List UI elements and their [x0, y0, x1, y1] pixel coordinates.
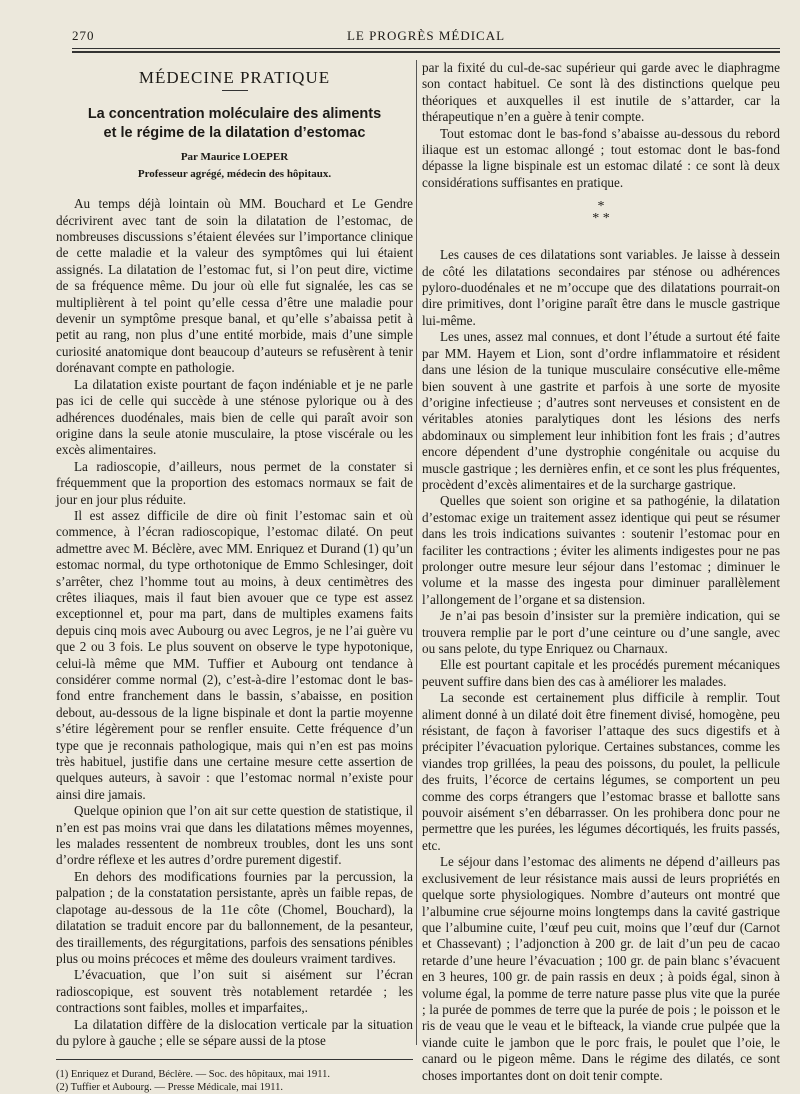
column-divider: [416, 60, 417, 1045]
section-heading: MÉDECINE PRATIQUE: [138, 68, 331, 87]
paragraph: Il est assez difficile de dire où finit l’estomac sain et où commence, à l’écran radioscopique, l’estomac dilaté. On peut admettre avec M. Béclère, avec MM. Enriquez et Durand (1) qu’un estomac normal, du type orthotonique de Emmo Schlesinger, doit s’arrêter, chez l’homme tout au moins, à deux centimètres des crêtes iliaques, mais il faut bien avouer que ce type est assez exceptionnel et, pour ma part, dans de multiples examens faits depuis cinq mois avec Aubourg ou avec Legros, je ne l’ai guère vu que 2 ou 3 fois. Le plus souvent on observe le type hypotonique, celui-là même que MM. Tuffier et Aubourg ont tendance à considérer comme normal (2), c’est-à-dire l’estomac dont le bas-fond entre franchement dans le bassin, s’abaisse, en position debout, au-dessous de la ligne bispinale et dont la partie moyenne s’étire légèrement pour se renfler ensuite. Cette fréquence d’un type que je reconnais pathologique, mais qui n’en est pas moins très habituel, justifie dans une certaine mesure cette assertion de quelques auteurs, à savoir : que l’estomac normal n’existe pour ainsi dire jamais.: [56, 507, 413, 802]
journal-title: LE PROGRÈS MÉDICAL: [346, 28, 506, 43]
article-title-line-1: La concentration moléculaire des aliments: [87, 106, 382, 123]
section-rule: [222, 90, 248, 91]
paragraph: Le séjour dans l’estomac des aliments ne dépend d’ailleurs pas exclusivement de leur résistance mais aussi de leurs propriétés en quelque sorte physiologiques. Nombre d’auteurs ont montré que l’albumine crue séjourne moins longtemps dans la cavité gastrique que l’albumine cuite, l’œuf peu cuit, moins que l’œuf dur (Carnot et Chassevant) ; l’adjonction à 200 gr. de lait d’un peu de cacao retarde d’une heure l’évacuation ; 100 gr. de pain blanc s’évacuent en 3 heures, 100 gr. de pain rassis en deux ; à poids égal, sinon à volume égal, la pomme de terre nature passe plus vite que la purée ; la purée de pommes de terre que la purée de pois ; le poisson et le ris de veau que le veau et le bifteack, la viande crue pulpée que la viande cuite le jambon que le porc frais, le poulet que l’oie, le canard ou le pigeon même. Dans le régime des dilatés, ce sont choses importantes dont on doit tenir compte.: [422, 854, 780, 1083]
paragraph: L’évacuation, que l’on suit si aisément sur l’écran radioscopique, est souvent très notablement retardée ; les contractions sont faibles, molles et imparfaites,.: [56, 967, 413, 1016]
right-column: [422, 60, 780, 1084]
paragraph: Les causes de ces dilatations sont variables. Je laisse à dessein de côté les dilatations secondaires par sténose ou adhérences pyloro-duodénales et ne m’occupe que des dilatations pourrait-on dire primitives, dont l’origine paraît être dans le muscle gastrique lui-même.: [422, 247, 780, 328]
header-rule: [72, 48, 780, 49]
footnote: (1) Enriquez et Durand, Béclère. — Soc. des hôpitaux, mai 1911.: [56, 1069, 330, 1081]
paragraph: Tout estomac dont le bas-fond s’abaisse au-dessous du rebord iliaque est un estomac allongé ; tout estomac dont le bas-fond dépasse la ligne bispinale est un estomac dilaté : ce sont là deux considérations suffisantes en pratique.: [422, 125, 780, 190]
paragraph: Au temps déjà lointain où MM. Bouchard et Le Gendre décrivirent avec tant de soin la dilatation de l’estomac, de nombreuses discussions s’étaient élevées sur l’importance clinique de cette maladie et la valeur des symptômes qui lui étaient assignés. La dilatation de l’estomac fut, si l’on peut dire, victime de sa fréquence même. Du jour où elle fut signalée, les cas se multiplièrent à tel point qu’elle cessa d’être une maladie pour devenir un symptôme presque banal, et qu’elle s’abaissa petit à petit au rang, non plus d’une entité morbide, mais d’une simple curiosité anatomique dont beaucoup d’auteurs se refusèrent à tenir dorénavant compte en pathologie.: [56, 196, 413, 376]
paragraph: par la fixité du cul-de-sac supérieur qui garde avec le diaphragme son contact habituel. Ce sont là des distinctions quelque peu théoriques et auxquelles il est inutile de s’attarder, car la thérapeutique n’en a guère à tenir compte.: [422, 60, 780, 125]
left-column: [56, 60, 413, 1094]
article-title: [56, 105, 413, 143]
author-affiliation: Professeur agrégé, médecin des hôpitaux.: [137, 167, 332, 180]
article-title-line-2: et le régime de la dilatation d’estomac: [103, 125, 366, 142]
paragraph: Les unes, assez mal connues, et dont l’étude a surtout été faite par MM. Hayem et Lion, sont d’ordre inflammatoire et résident dans une lésion de la tunique musculaire consécutive elle-même bien souvent à une gastrite et parfois à une sorte de myosite d’origine infectieuse ; d’autres sont nerveuses et consistent en de véritables atonies paralytiques dont les lésions des nerfs abdominaux ou simplement leur inhibition font les frais ; d’autres encore dépendent d’une dystrophie congénitale ou acquise du muscle gastrique ; les dernières enfin, et ce sont les plus fréquentes, procèdent d’excès alimentaires et de la surcharge gastrique.: [422, 329, 780, 492]
paragraph: La dilatation existe pourtant de façon indéniable et je ne parle pas ici de celle qui succède à une sténose pylorique ou à des adhérences duodénales, mais bien de celle qui paraît avoir son origine dans la seule atonie musculaire, la ptose viscérale ou les excès alimentaires.: [56, 376, 413, 458]
paragraph: Elle est pourtant capitale et les procédés purement mécaniques peuvent suffire dans bien des cas à améliorer les malades.: [422, 657, 780, 689]
header-rule-thick: [72, 51, 780, 53]
page-number: 270: [72, 28, 95, 43]
section-break-asterisks: [422, 201, 780, 225]
paragraph: Quelles que soient son origine et sa pathogénie, la dilatation d’estomac exige un traitement assez identique qui peut se résumer dans les trois indications suivantes : soutenir l’estomac pour en faciliter les contractions ; éviter les aliments indigestes pour ne pas prolonger outre mesure leur séjour dans l’estomac ; diminuer le volume et la masse des ingesta pour diminuer parallèlement l’allongement de l’organe et sa distension.: [422, 493, 780, 607]
paragraph: La radioscopie, d’ailleurs, nous permet de la constater si fréquemment que la proportion des estomacs normaux se fait de jour en jour plus réduite.: [56, 458, 413, 507]
running-head: [72, 26, 780, 46]
paragraph: La seconde est certainement plus difficile à remplir. Tout aliment donné à un dilaté doit être finement divisé, homogène, peu résistant, de façon à favoriser l’attaque des sucs digestifs et à précipiter l’évacuation pylorique. Certaines substances, comme les viandes trop grillées, la peau des poissons, du poulet, la pellicule des fruits, l’écorce de certains légumes, se comportent un peu comme des corps étrangers que l’estomac brasse et ballotte sans pouvoir aisément s’en débarrasser. On les prohibera donc pour ne permettre que les purées, les légumes décortiqués, les fruits passés, etc.: [422, 690, 780, 853]
author-line: Par Maurice LOEPER: [180, 151, 289, 164]
asterism-top: *: [597, 199, 605, 215]
footnote: (2) Tuffier et Aubourg. — Presse Médicale, mai 1911.: [56, 1082, 283, 1094]
asterism-bottom: * *: [592, 211, 610, 227]
footnotes: [56, 1059, 413, 1094]
paragraph: La dilatation diffère de la dislocation verticale par la situation du pylore à gauche ; elle se sépare aussi de la ptose: [56, 1016, 413, 1048]
paragraph: Je n’ai pas besoin d’insister sur la première indication, qui se trouvera remplie par le port d’une ceinture ou d’une sangle, avec ou sans pelote, du type Enriquez ou Charnaux.: [422, 608, 780, 656]
paragraph: Quelque opinion que l’on ait sur cette question de statistique, il n’en est pas moins vrai que dans les dilatations mêmes moyennes, les malades ressentent de nombreux troubles, dont les uns sont d’ordre réflexe et les autres d’ordre purement digestif.: [56, 803, 413, 868]
paragraph: En dehors des modifications fournies par la percussion, la palpation ; de la constatation persistante, après un faible repas, de clapotage au-dessous de la 11e côte (Chomel, Bouchard), la dilatation se traduit encore par du ballonnement, de la pesanteur, des tiraillements, des régurgitations, parfois des sensations pénibles plus ou moins précoces et même des douleurs vraiment tardives.: [56, 868, 413, 966]
